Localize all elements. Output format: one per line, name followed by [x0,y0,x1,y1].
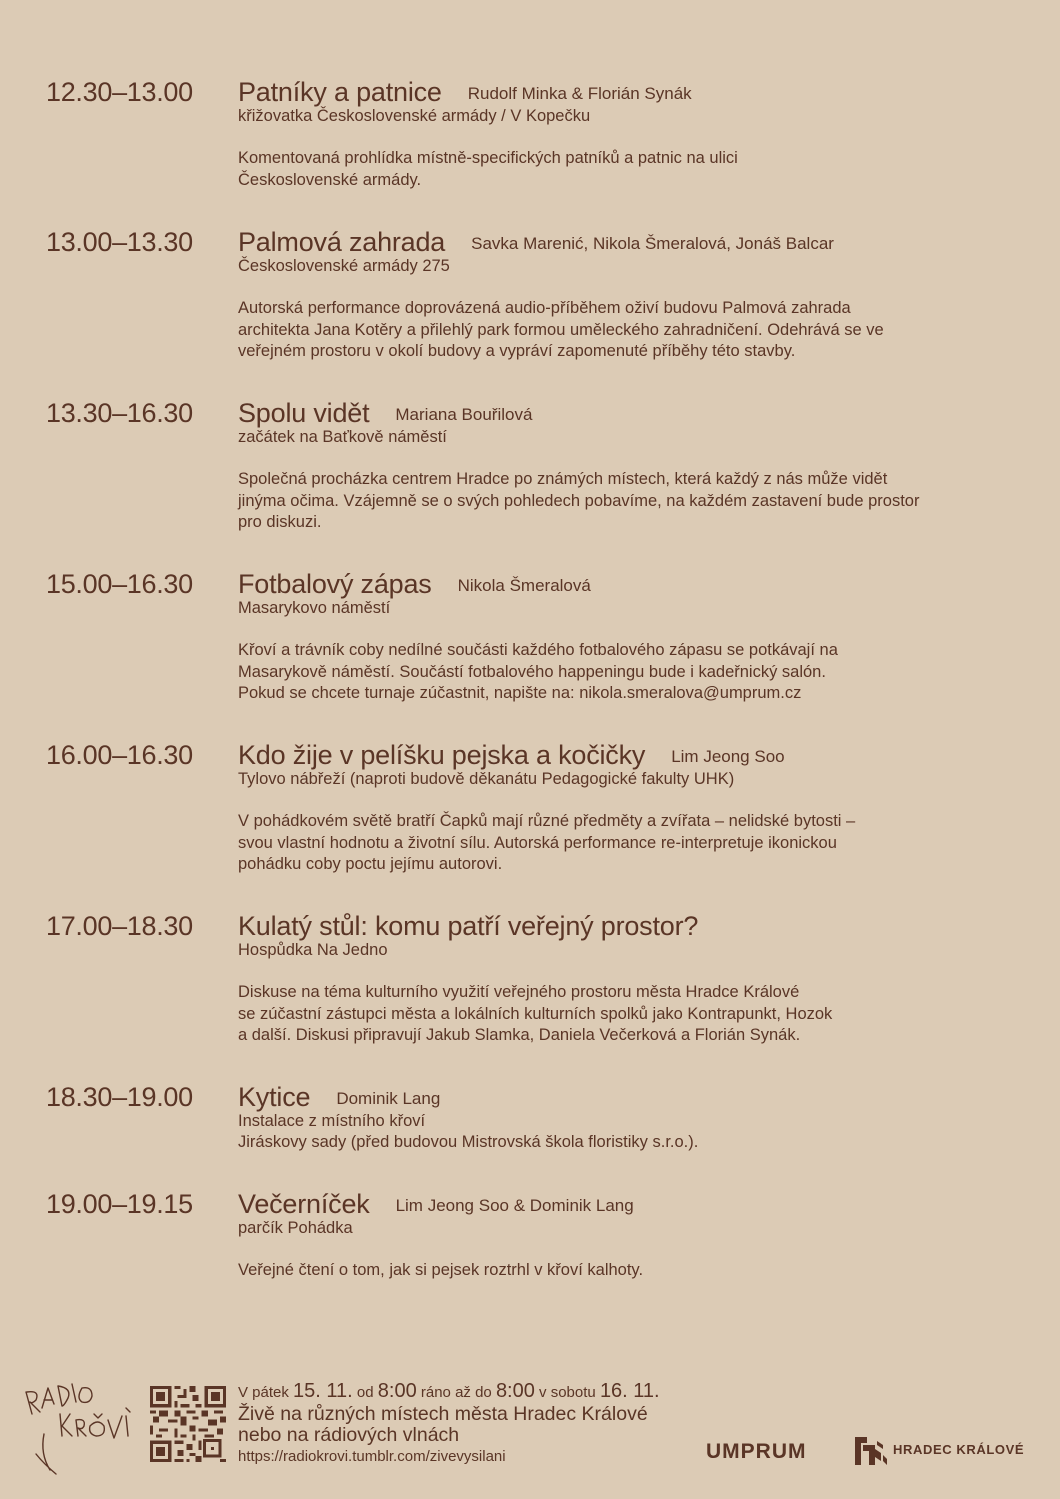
event-title: Kytice [238,1082,311,1112]
event-description [238,1132,998,1154]
broadcast-dates [238,1380,660,1404]
event-location: Instalace z místního křoví [238,1112,426,1130]
umprum-logo: UMPRUM [706,1440,807,1463]
event-people: Rudolf Minka & Florián Synák [467,84,692,103]
description-line: pohádku coby poctu jejímu autorovi. [238,855,503,873]
date-text: v sobotu [539,1384,596,1401]
description-line: Diskuse na téma kulturního využití veřejného prostoru města Hradce Králové [238,983,800,1001]
description-line: a další. Diskusi připravují Jakub Slamka, Daniela Večerková a Florián Synák. [238,1026,801,1044]
event-people: Mariana Bouřilová [395,405,533,424]
event-title: Kdo žije v pelíšku pejska a kočičky [238,740,646,770]
date-text: od [356,1384,374,1401]
event-time: 16.00–16.30 [46,740,193,770]
description-line: svou vlastní hodnotu a životní sílu. Autorská performance re-interpretuje ikonickou [238,833,837,852]
time-end: 8:00 [495,1380,535,1402]
event-title: Fotbalový zápas [238,569,432,599]
event-description [238,640,998,705]
time-start: 8:00 [377,1380,417,1402]
event-time: 17.00–18.30 [46,911,193,941]
event-description [238,469,998,534]
description-line: Pokud se chcete turnaje zúčastnit, napište na: nikola.smeralova@umprum.cz [238,684,802,702]
event-location: začátek na Baťkově náměstí [238,428,447,446]
description-line: V pohádkovém světě bratří Čapků mají různé předměty a zvířata – nelidské bytosti – [238,812,856,830]
event-description [238,1260,998,1282]
date-text: V pátek [238,1384,289,1401]
event-location: Tylovo nábřeží (naproti budově děkanátu Pedagogické fakulty UHK) [238,770,735,788]
description-line: Masarykově náměstí. Součástí fotbalového happeningu bude i kadeřnický salón. [238,662,826,681]
broadcast-info [238,1380,660,1468]
description-line: Československé armády. [238,170,422,189]
description-line: Křoví a trávník coby nedílné součásti každého fotbalového zápasu se potkávají na [238,641,838,659]
broadcast-url[interactable]: https://radiokrovi.tumblr.com/zivevysilani [238,1448,506,1465]
event-time: 13.00–13.30 [46,227,193,257]
date-start: 15. 11. [293,1380,353,1402]
description-line: Jiráskovy sady (před budovou Mistrovská škola floristiky s.r.o.). [238,1133,699,1151]
event-location: Československé armády 275 [238,257,450,275]
event-title: Palmová zahrada [238,227,446,257]
broadcast-line: Živě na různých místech města Hradec Králové [238,1403,648,1425]
event-description [238,298,998,363]
event-time: 15.00–16.30 [46,569,193,599]
event-time: 13.30–16.30 [46,398,193,428]
date-text: ráno až do [420,1384,492,1401]
event-location: parčík Pohádka [238,1219,353,1237]
event-people: Lim Jeong Soo & Dominik Lang [395,1196,634,1215]
event-location: Masarykovo náměstí [238,599,391,617]
description-line: pro diskuzi. [238,513,322,531]
description-line: Komentovaná prohlídka místně-specifických patníků a patnic na ulici [238,149,738,167]
event-people: Savka Marenić, Nikola Šmeralová, Jonáš Balcar [471,234,834,253]
event-people: Nikola Šmeralová [457,576,591,595]
description-line: Společná procházka centrem Hradce po známých místech, která každý z nás může vidět [238,470,888,488]
event-title: Spolu vidět [238,398,370,428]
broadcast-line: nebo na rádiových vlnách [238,1424,460,1446]
event-description [238,811,998,876]
event-title: Kulatý stůl: komu patří veřejný prostor? [238,911,699,941]
event-description [238,982,998,1047]
description-line: se zúčastní zástupci města a lokálních kulturních spolků jako Kontrapunkt, Hozok [238,1004,833,1023]
event-time: 18.30–19.00 [46,1082,193,1112]
radio-krovi-logo [20,1374,140,1484]
event-description [238,148,998,191]
date-end: 16. 11. [599,1380,660,1402]
event-title: Večerníček [238,1189,370,1219]
description-line: Veřejné čtení o tom, jak si pejsek roztrhl v křoví kalhoty. [238,1261,644,1279]
event-people: Lim Jeong Soo [671,747,785,766]
hradec-kralove-logo [853,1435,889,1467]
description-line: jinýma očima. Vzájemně se o svých pohledech pobavíme, na každém zastavení bude prostor [238,491,920,510]
event-people: Dominik Lang [336,1089,441,1108]
hradec-kralove-text: HRADEC KRÁLOVÉ [893,1442,1025,1457]
description-line: veřejném prostoru v okolí budovy a vypráví zapomenuté příběhy této stavby. [238,342,796,360]
event-location: Hospůdka Na Jedno [238,941,388,959]
description-line: architekta Jana Kotěry a přilehlý park formou uměleckého zahradničení. Odehrává se ve [238,320,884,339]
event-time: 12.30–13.00 [46,77,193,107]
description-line: Autorská performance doprovázená audio-příběhem oživí budovu Palmová zahrada [238,299,851,317]
event-title: Patníky a patnice [238,77,442,107]
event-time: 19.00–19.15 [46,1189,193,1219]
footer [0,1370,1060,1499]
event-location: křižovatka Československé armády / V Kopečku [238,107,591,125]
qr-code-icon[interactable] [150,1386,226,1462]
